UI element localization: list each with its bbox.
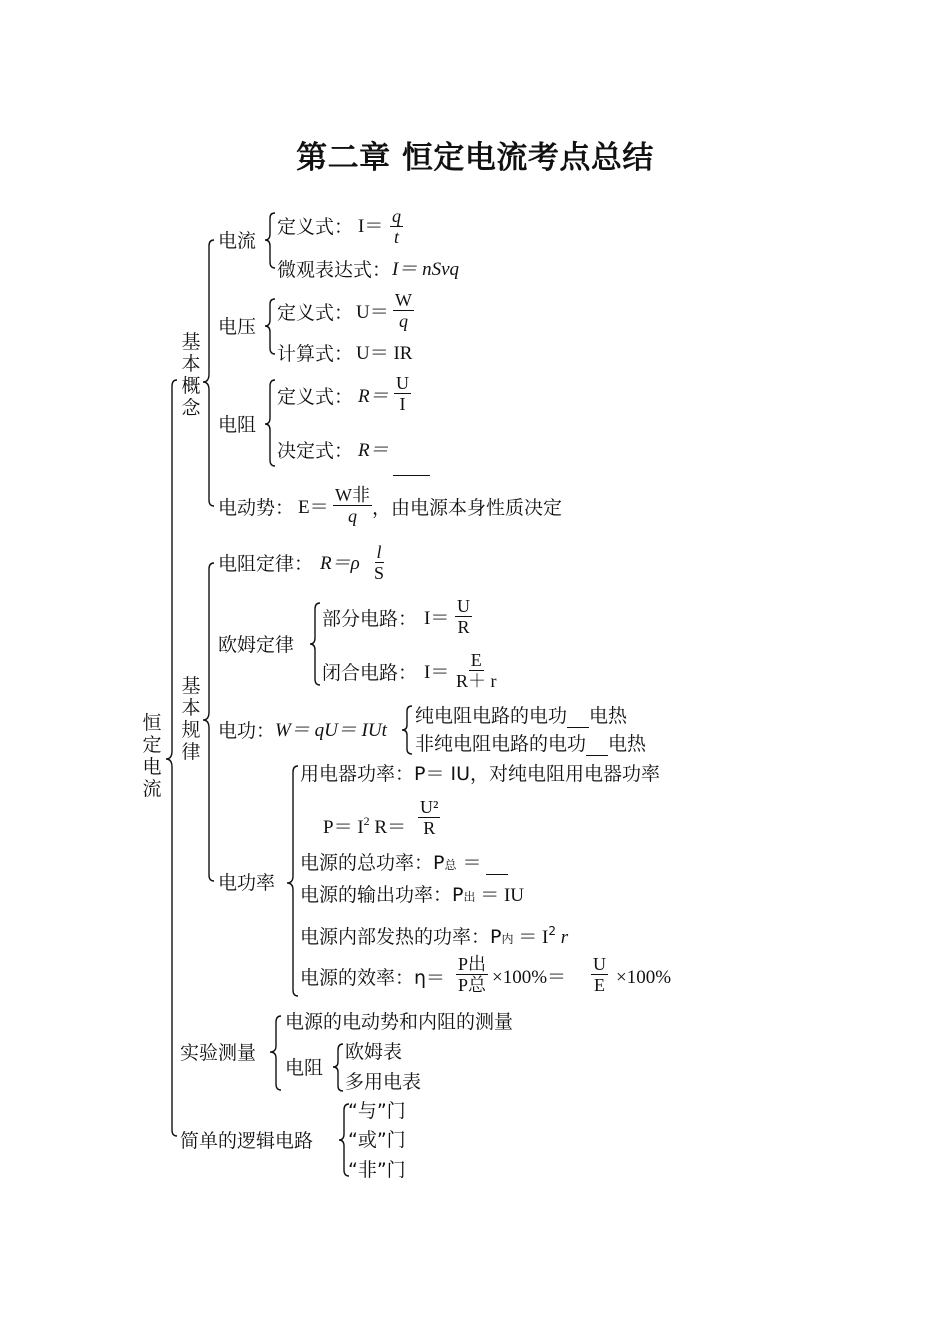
current-def-num: q [392,206,401,226]
power-eff-fraction2 [591,954,608,995]
ohm-closed-den: R＋ r [456,671,497,691]
voltage-def-num: W [395,290,412,310]
power-eff-fraction [456,954,488,995]
power-pure-mid: R＝ [369,817,407,838]
ohm-closed-fraction [454,650,499,691]
logic-and-gate: “与”门 [348,1100,406,1122]
power-internal-line [300,920,568,950]
laws-bracket [203,563,214,881]
power-pure-lhs: P＝ I [323,817,364,838]
power-output-line [300,884,524,908]
power-eff-den: P总 [458,975,487,995]
work-nonpure-a: 非纯电阻电路的电功 [415,733,587,755]
current-bracket [265,213,275,268]
emf-fraction [333,485,372,526]
work-bracket [402,706,412,754]
work-prefix: 电功： [218,720,276,742]
category-basic-laws: 基本规律 [181,675,201,763]
power-pure-sup: 2 [363,814,370,828]
emf-prefix: 电动势： [218,497,295,519]
work-pure-blank [567,705,589,728]
power-internal-sub: 内 [501,932,514,946]
ohm-part-fraction [455,596,472,637]
experiment-bracket [270,1016,281,1090]
current-def-den: t [393,227,399,247]
experiment-label: 实验测量 [180,1042,257,1064]
power-pure-den: R [423,818,436,838]
power-output-prefix: 电源的输出功率：P [300,884,464,906]
power-total-blank [486,852,508,875]
power-eff-mid: ×100%＝ [492,967,567,988]
root-bracket [166,380,177,1136]
logic-not-gate: “非”门 [348,1159,406,1181]
current-def-fraction [390,206,403,247]
page-title: 第二章 恒定电流考点总结 [296,140,654,176]
work-nonpure-b: 电热 [608,733,647,755]
ohm-bracket [310,603,320,685]
resistance-det-prefix: 决定式： [277,440,354,462]
current-micro-prefix: 微观表达式： [277,259,392,281]
power-pure-num: U² [420,797,439,817]
power-eff-tail: ×100% [616,967,672,988]
voltage-def-fraction [393,290,414,331]
resistance-def-fraction [394,373,411,414]
work-nonpure-line [415,733,646,756]
power-eff-den2: E [594,975,605,995]
resistance-law-prefix: 电阻定律： [218,553,314,575]
current-micro-expr: I＝ nSvq [392,259,460,280]
experiment-res-label: 电阻 [285,1057,324,1079]
power-bracket [287,766,298,996]
category-basic-concepts: 基本概念 [181,331,201,419]
work-pure-a: 纯电阻电路的电功 [415,705,568,727]
resistance-law-num: l [376,542,382,562]
power-eff-num2: U [593,954,606,974]
ohm-label: 欧姆定律 [218,634,295,656]
power-output-sub: 出 [463,890,476,904]
resistance-label: 电阻 [218,414,257,436]
resistance-def-den: I [399,394,406,414]
logic-label: 简单的逻辑电路 [180,1130,314,1152]
emf-num: W非 [335,485,370,505]
voltage-calc-expr: U＝ IR [356,343,413,364]
voltage-calc-prefix: 计算式： [277,343,354,365]
emf-suffix: ，由电源本身性质决定 [372,497,563,519]
resistance-det-lhs: R＝ [358,440,389,461]
resistance-def-prefix: 定义式： [277,386,354,408]
resistance-law-den: S [374,563,385,583]
current-label: 电流 [218,230,257,252]
concepts-bracket [203,240,214,506]
current-def-lhs: I＝ [358,216,384,237]
resistance-def-num: U [396,373,409,393]
experiment-res-bracket [333,1044,343,1091]
ohm-closed-lhs: I＝ [424,662,450,683]
power-internal-prefix: 电源内部发热的功率：P [300,926,502,948]
voltage-label: 电压 [218,316,257,338]
power-label: 电功率 [218,872,276,894]
experiment-emf-measure: 电源的电动势和内阻的测量 [285,1011,514,1033]
power-appliance: 用电器功率：P＝ IU，对纯电阻用电器功率 [300,763,661,785]
power-pure-line [323,810,406,839]
work-pure-line [415,705,627,728]
power-total-sub: 总 [444,858,457,872]
voltage-def-lhs: U＝ [356,302,389,323]
work-pure-b: 电热 [589,705,628,727]
experiment-ohmmeter: 欧姆表 [345,1041,403,1063]
emf-den: q [348,506,357,526]
logic-or-gate: “或”门 [348,1129,406,1151]
power-total-line [300,852,508,876]
work-nonpure-blank [586,733,608,756]
power-eff-prefix: 电源的效率：η＝ [300,967,446,989]
ohm-part-lhs: I＝ [424,608,450,629]
power-eff-num: P出 [458,954,487,974]
experiment-multimeter: 多用电表 [345,1071,422,1093]
work-expr: W＝ qU＝ IUt [275,720,387,741]
resistance-det-blank [393,475,430,476]
ohm-closed-prefix: 闭合电路： [322,662,418,684]
voltage-def-prefix: 定义式： [277,302,354,324]
ohm-closed-num: E [470,650,482,670]
voltage-def-den: q [399,311,408,331]
resistance-bracket [265,380,275,466]
ohm-part-num: U [457,596,470,616]
power-output-eq: ＝ IU [475,885,525,906]
ohm-part-prefix: 部分电路： [322,608,418,630]
power-internal-tail: r [555,927,569,948]
power-internal-eq: ＝ I [513,927,549,948]
resistance-def-lhs: R＝ [358,386,389,407]
power-total-prefix: 电源的总功率：P [300,852,445,874]
ohm-part-den: R [457,617,470,637]
power-total-eq: ＝ [456,852,482,874]
resistance-law-lhs: R＝ρ [320,553,360,574]
root-label: 恒定电流 [142,712,162,800]
power-pure-fraction [418,797,440,838]
power-internal-sup: 2 [548,924,556,938]
emf-lhs: E＝ [298,497,329,518]
current-def-prefix: 定义式： [277,216,354,238]
voltage-bracket [265,299,275,354]
resistance-law-fraction [372,542,386,583]
